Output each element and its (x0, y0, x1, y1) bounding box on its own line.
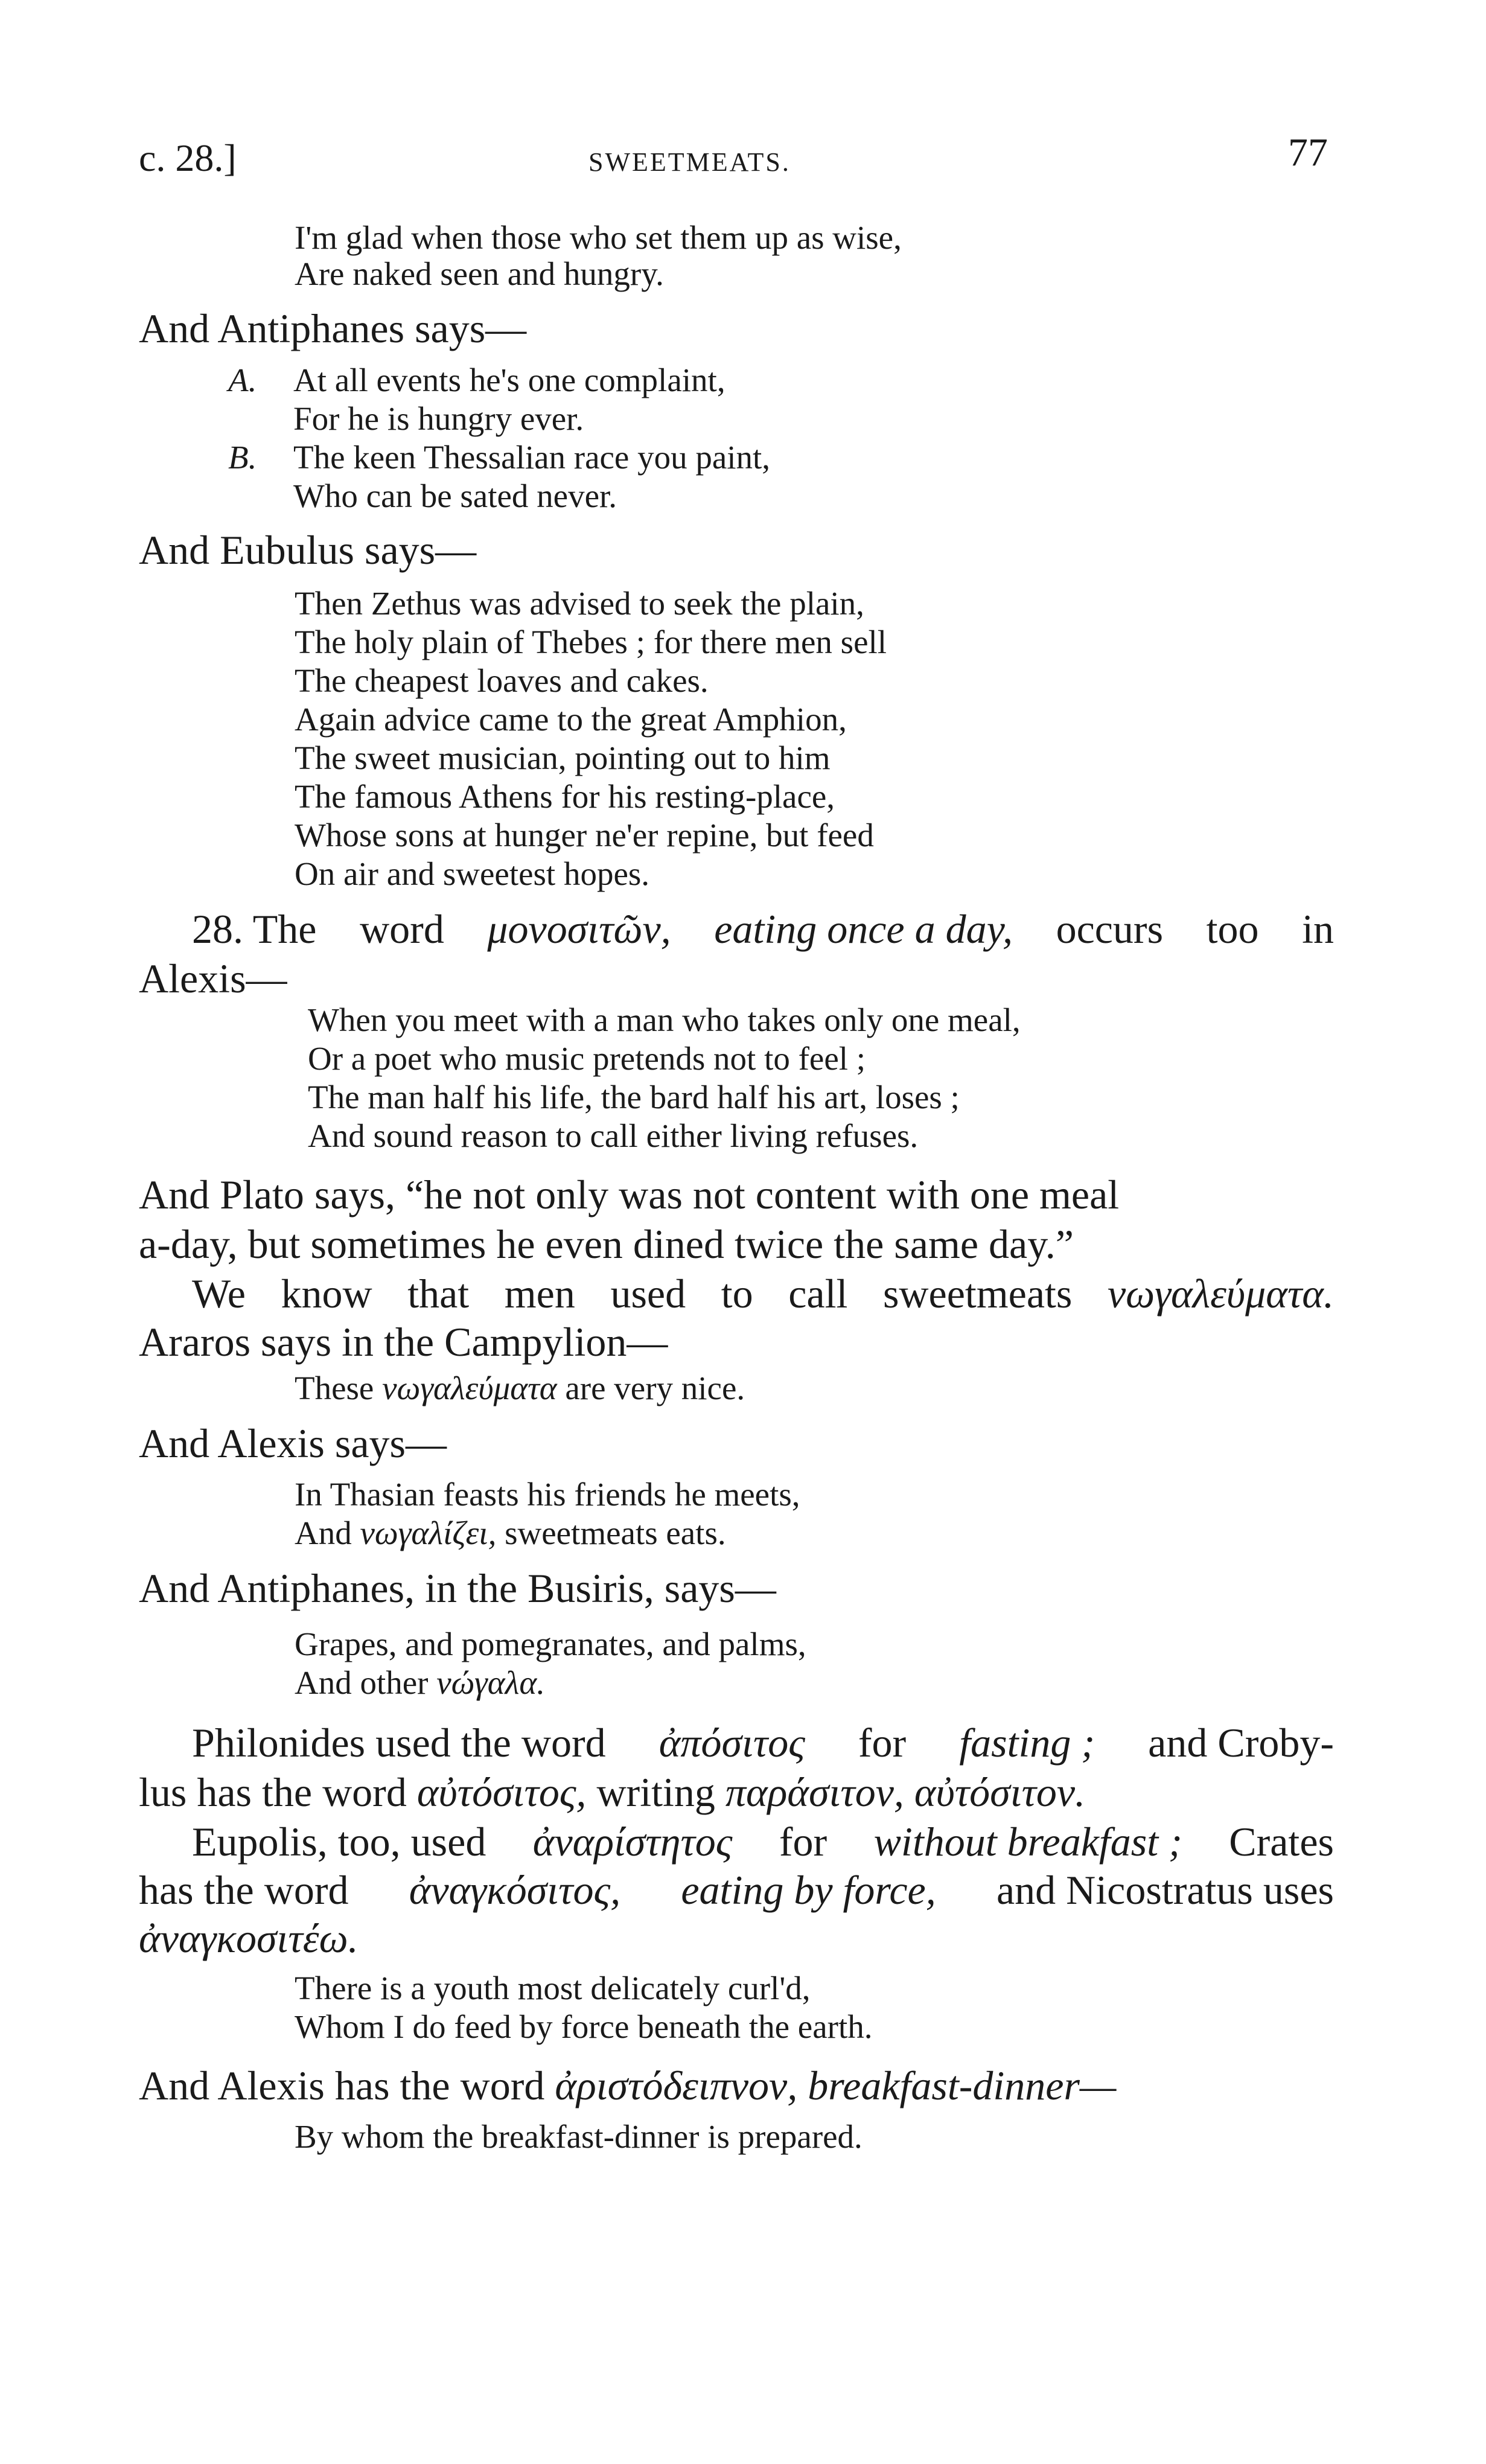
page-number: 77 (1288, 130, 1328, 174)
prose-line: Philonides used the word ἀπόσιτος for fasting ; and Croby- (192, 1720, 1334, 1766)
greek-term: νωγαλεύματα (382, 1370, 557, 1406)
prose-line: And Eubulus says— (139, 527, 477, 573)
section-28-heading-line: 28. The word μονοσιτῶν, eating once a day, occurs too in (192, 906, 1334, 952)
greek-term: αὐτόσιτος, (416, 1769, 587, 1815)
speaker-label: B. (228, 439, 257, 476)
greek-term: νώγαλα. (436, 1664, 546, 1701)
verse-line: The sweet musician, pointing out to him (295, 739, 831, 776)
prose-line (139, 1915, 359, 1962)
prose-line: And Antiphanes says— (139, 305, 527, 351)
verse-line: And sound reason to call either living refuses. (308, 1117, 919, 1154)
verse-line: On air and sweetest hopes. (295, 855, 650, 892)
verse-line: In Thasian feasts his friends he meets, (295, 1476, 800, 1513)
verse-line: I'm glad when those who set them up as wise, (295, 219, 902, 256)
verse-line: Whose sons at hunger ne'er repine, but feed (295, 817, 874, 854)
verse-line: The cheapest loaves and cakes. (295, 662, 709, 699)
greek-term: μονοσιτῶν, (487, 906, 671, 952)
prose-line: And Alexis has the word ἀριστόδειπνον, breakfast-dinner— (139, 2063, 1117, 2108)
speaker-label: A. (228, 362, 257, 398)
chapter-reference: c. 28.] (139, 136, 237, 179)
verse-line: Or a poet who music pretends not to feel ; (308, 1040, 866, 1077)
greek-term: παράσιτον, αὐτόσιτον. (725, 1769, 1086, 1815)
running-head (139, 130, 1328, 184)
prose-line: lus has the word αὐτόσιτος, writing παράσιτον, αὐτόσιτον. (139, 1769, 1086, 1815)
verse-line: Whom I do feed by force beneath the earth. (295, 2008, 873, 2045)
greek-term: νωγαλεύματα. (1107, 1271, 1334, 1317)
prose-line: And Antiphanes, in the Busiris, says— (139, 1565, 776, 1611)
verse-line: The holy plain of Thebes ; for there men sell (295, 624, 887, 660)
dialogue-line: B. The keen Thessalian race you paint, (228, 439, 771, 476)
greek-term: ἀναγκόσιτος, (409, 1867, 621, 1913)
greek-term: νωγαλίζει, (360, 1514, 497, 1551)
greek-term: ἀπόσιτος (658, 1720, 805, 1766)
prose-line: We know that men used to call sweetmeats νωγαλεύματα. (192, 1271, 1334, 1317)
greek-term: ἀριστόδειπνον, (555, 2063, 798, 2108)
verse-line: When you meet with a man who takes only one meal, (308, 1001, 1021, 1038)
greek-term: ἀναγκοσιτέω. (139, 1915, 359, 1961)
prose-line: And Plato says, “he not only was not content with one meal (139, 1172, 1120, 1218)
prose-line: Eupolis, too, used ἀναρίστητος for without breakfast ; Crates (192, 1819, 1334, 1865)
verse-line: There is a youth most delicately curl'd, (295, 1970, 811, 2006)
prose-line: And Alexis says— (139, 1420, 447, 1466)
verse-line: By whom the breakfast-dinner is prepared. (295, 2118, 863, 2155)
prose-line: Araros says in the Campylion— (139, 1319, 668, 1365)
verse-line: These νωγαλεύματα are very nice. (295, 1370, 745, 1406)
dialogue-line: For he is hungry ever. (293, 400, 584, 437)
verse-line: Are naked seen and hungry. (295, 255, 664, 292)
verse-line: Then Zethus was advised to seek the plain, (295, 585, 864, 622)
verse-line: Grapes, and pomegranates, and palms, (295, 1626, 806, 1662)
dialogue-line: Who can be sated never. (293, 477, 617, 514)
greek-term: ἀναρίστητος (532, 1819, 733, 1865)
prose-line: has the word ἀναγκόσιτος, eating by force, and Nicostratus uses (139, 1867, 1334, 1913)
verse-line: The famous Athens for his resting-place, (295, 778, 835, 815)
verse-line: Again advice came to the great Amphion, (295, 701, 847, 738)
dialogue-line: A. At all events he's one complaint, (228, 362, 725, 398)
page-title: SWEETMEATS. (588, 147, 791, 177)
verse-line: And other νώγαλα. (295, 1664, 546, 1701)
prose-line: Alexis— (139, 956, 287, 1001)
prose-line: a-day, but sometimes he even dined twice the same day.” (139, 1221, 1074, 1267)
verse-line: And νωγαλίζει, sweetmeats eats. (295, 1514, 726, 1551)
verse-line: The man half his life, the bard half his art, loses ; (308, 1079, 960, 1116)
